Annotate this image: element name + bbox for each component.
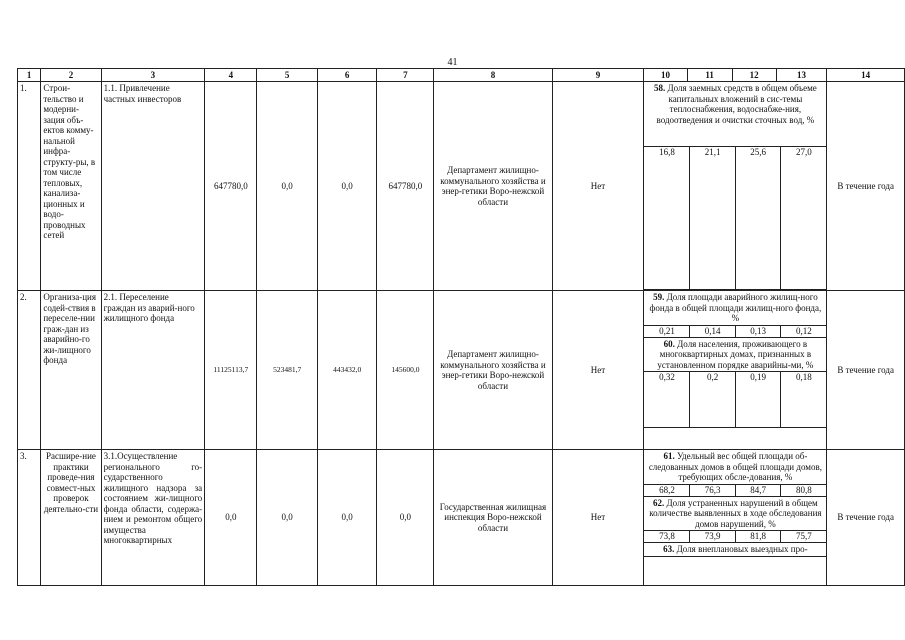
responsible-org: Департамент жилищно-коммунального хозяйства и энер-гетики Воро-нежской области xyxy=(434,82,552,291)
responsible-org: Государственная жилищная инспекция Воро-нежской области xyxy=(434,450,552,586)
indicator-number: 63. xyxy=(663,544,675,554)
indicator-title xyxy=(644,543,826,557)
indicator-value: 80,8 xyxy=(781,484,827,496)
cell-total: 647780,0 xyxy=(205,82,257,291)
indicator-text: Доля устраненных нарушений в общем количестве выявленных в ходе обследования домов нарушений, % xyxy=(649,497,822,529)
indicator-value: 0,19 xyxy=(735,372,780,428)
cell-total: 0,0 xyxy=(205,450,257,586)
header-cell: 7 xyxy=(377,69,434,82)
indicator-number: 61. xyxy=(663,451,675,461)
cell-col9: Нет xyxy=(552,450,644,586)
cell-total: 11125113,7 xyxy=(205,291,257,450)
indicator-value: 0,2 xyxy=(690,372,735,428)
table-row xyxy=(18,291,905,450)
indicator-value: 0,13 xyxy=(735,325,780,337)
header-cell: 14 xyxy=(827,69,905,82)
measure-text: 1.1. Привлечение частных инвесторов xyxy=(101,82,205,291)
indicator-value: 25,6 xyxy=(735,147,780,290)
header-cell: 11 xyxy=(687,69,732,82)
indicator-number: 62. xyxy=(653,497,665,508)
header-cell: 2 xyxy=(41,69,101,82)
measure-text: 3.1.Осуществление регионального го-сударственного жилищного надзора за состоянием жи-лищного фонда области, содержа-нием и ремонтом общего имущества многоквартирных xyxy=(101,450,205,586)
indicator-number: 60. xyxy=(663,338,675,349)
table-row xyxy=(18,450,905,586)
cell-federal: 0,0 xyxy=(257,82,317,291)
indicator-value: 0,18 xyxy=(781,372,827,428)
indicator-value: 75,7 xyxy=(781,531,827,543)
indicator-title xyxy=(644,337,826,372)
indicator-text: Доля населения, проживающего в многоквартирных домах, признанных в установленном порядке аварийны-ми, % xyxy=(657,338,814,370)
cell-other: 647780,0 xyxy=(377,82,434,291)
header-cell: 8 xyxy=(434,69,552,82)
row-number: 1. xyxy=(18,82,41,291)
indicator-value: 73,9 xyxy=(690,531,735,543)
cell-regional: 0,0 xyxy=(317,450,377,586)
table-row xyxy=(18,82,905,291)
indicator-value: 0,32 xyxy=(644,372,689,428)
indicator-title xyxy=(644,291,826,325)
header-cell: 13 xyxy=(776,69,827,82)
program-table xyxy=(17,68,905,586)
indicator-text: Доля площади аварийного жилищ-ного фонда в общей площади жилищ-ного фонда, % xyxy=(649,292,822,323)
indicator-value: 84,7 xyxy=(735,484,780,496)
activity-name: Организа-ция содей-ствия в переселе-нии граж-дан из аварийно-го жи-лищного фонда xyxy=(41,291,101,450)
indicator-value: 73,8 xyxy=(644,531,689,543)
indicator-value: 68,2 xyxy=(644,484,689,496)
indicator-block xyxy=(644,82,827,291)
measure-text: 2.1. Переселение граждан из аварий-ного жилищного фонда xyxy=(101,291,205,450)
cell-federal: 523481,7 xyxy=(257,291,317,450)
indicator-title xyxy=(644,82,826,147)
responsible-org: Департамент жилищно-коммунального хозяйства и энер-гетики Воро-нежской области xyxy=(434,291,552,450)
header-cell: 9 xyxy=(552,69,644,82)
header-cell: 1 xyxy=(18,69,41,82)
cell-regional: 0,0 xyxy=(317,82,377,291)
indicator-value: 0,14 xyxy=(690,325,735,337)
activity-name: Строи-тельство и модерни-зация объ-ектов комму-нальной инфра-структу-ры, в том числе тепловых, канализа-ционных и водо-проводных сетей xyxy=(41,82,101,291)
cell-col9: Нет xyxy=(552,82,644,291)
indicator-number: 58. xyxy=(654,83,666,93)
indicator-text: Доля внеплановых выездных про- xyxy=(676,544,808,554)
indicator-value: 16,8 xyxy=(644,147,689,290)
indicator-value: 27,0 xyxy=(781,147,827,290)
term-cell: В течение года xyxy=(827,450,905,586)
header-cell: 5 xyxy=(257,69,317,82)
header-cell: 12 xyxy=(732,69,776,82)
indicator-value: 0,21 xyxy=(644,325,689,337)
header-cell: 10 xyxy=(644,69,687,82)
indicator-text: Доля заемных средств в общем объеме капитальных вложений в сис-темы теплоснабжения, водоснабже-ния, водоотведения и очистки сточных вод, % xyxy=(656,83,817,125)
header-cell: 3 xyxy=(101,69,205,82)
page-number: 41 xyxy=(447,57,458,68)
term-cell: В течение года xyxy=(827,82,905,291)
indicator-number: 59. xyxy=(653,292,665,302)
row-number: 3. xyxy=(18,450,41,586)
header-cell: 6 xyxy=(317,69,377,82)
cell-regional: 443432,0 xyxy=(317,291,377,450)
indicator-title xyxy=(644,496,826,531)
header-row xyxy=(18,69,905,82)
indicator-block xyxy=(644,450,827,586)
indicator-value: 21,1 xyxy=(690,147,735,290)
indicator-text: Удельный вес общей площади об-следованных домов в общей площади домов, требующих обсле-дования, % xyxy=(648,451,822,482)
indicator-title xyxy=(644,450,826,484)
indicator-value: 76,3 xyxy=(690,484,735,496)
cell-federal: 0,0 xyxy=(257,450,317,586)
indicator-value: 0,12 xyxy=(781,325,827,337)
term-cell: В течение года xyxy=(827,291,905,450)
row-number: 2. xyxy=(18,291,41,450)
cell-col9: Нет xyxy=(552,291,644,450)
indicator-value: 81,8 xyxy=(735,531,780,543)
cell-other: 145600,0 xyxy=(377,291,434,450)
indicator-block xyxy=(644,291,827,450)
header-cell: 4 xyxy=(205,69,257,82)
cell-other: 0,0 xyxy=(377,450,434,586)
activity-name: Расшире-ние практики проведе-ния совмест-ных проверок деятельно-сти xyxy=(41,450,101,586)
